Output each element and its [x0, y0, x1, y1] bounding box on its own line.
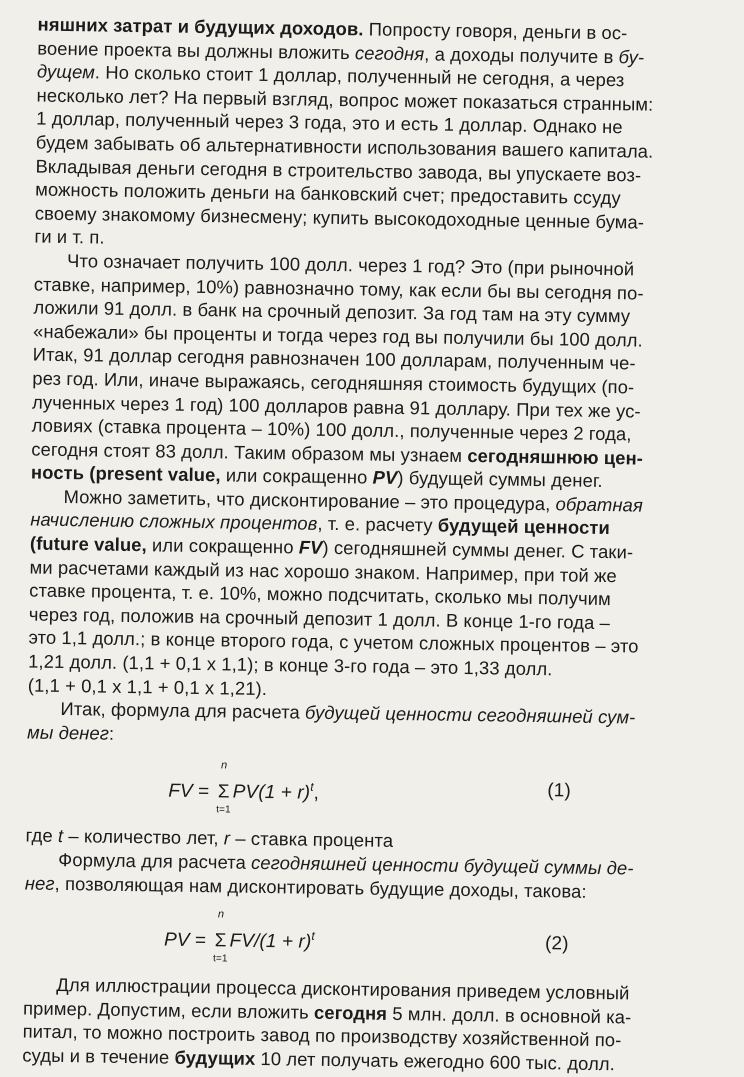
text-segment: , т. е. расчету [317, 513, 438, 536]
text-segment: сегодня стоят 83 долл. Таким образом мы узнаем [31, 438, 467, 465]
text-segment: (1,1 + 0,1 x 1,1 + 0,1 x 1,21). [28, 674, 268, 699]
text-segment: 5 млн. долл. в основной ка- [387, 1003, 632, 1028]
text-segment: несколько лет? На первый взгляд, вопрос может показаться странным: [36, 84, 653, 114]
sum-upper-limit: n [212, 908, 230, 920]
sum-operator [211, 929, 229, 953]
formula-future-value [26, 744, 713, 840]
text-segment: Можно заметить, что дисконтирование – это процедура, [63, 486, 555, 514]
formula-equals: = [193, 781, 215, 802]
text-segment: мы денег [27, 721, 109, 743]
text-segment: Вкладывая деньги сегодня в строительство завода, вы упускаете воз- [35, 155, 641, 185]
text-segment: или сокращенно [147, 534, 299, 557]
text-segment: Что означает получить 100 долл. через 1 год? Это (при рыночной [67, 250, 634, 279]
text-segment: ) будущей суммы денег. [397, 467, 603, 491]
text-segment: питал, то можно построить завод по производству хозяйственной по- [23, 1021, 622, 1051]
text-segment: Попросту говоря, деньги в ос- [363, 18, 627, 43]
paragraph [34, 13, 723, 259]
formula-body: FV/(1 + r) [229, 931, 311, 953]
formula-tail: , [313, 783, 319, 804]
text-segment: ми расчетами каждый из нас хорошо знаком. Например, при той же [29, 556, 617, 586]
formula-number: (1) [547, 780, 571, 804]
text-segment: суды и в течение [22, 1044, 175, 1067]
paragraph [22, 973, 709, 1077]
text-segment: ложили 91 долл. в банк на срочный депозит. За год там на эту сумму [33, 297, 630, 327]
text-segment: сегодня [355, 42, 425, 64]
text-segment: сегодня [314, 1002, 387, 1024]
text-segment: t [58, 825, 64, 846]
text-segment: – количество лет, [63, 825, 224, 848]
formula-present-value [24, 895, 711, 983]
formula-equals: = [189, 930, 211, 951]
text-segment: «набежали» бы проценты и тогда через год вы получили бы 100 долл. [33, 320, 643, 350]
text-segment: PV [372, 467, 397, 488]
text-segment: – ставка процента [230, 828, 393, 851]
text-segment: , позволяющая нам дисконтировать будущие доходы, такова: [54, 873, 586, 902]
text-segment: будем забывать об альтернативности использования вашего капитала. [36, 132, 654, 162]
formula-number: (2) [545, 932, 569, 956]
paragraph [31, 248, 720, 494]
text-segment: бу- [618, 46, 644, 67]
text-segment: Для иллюстрации процесса дисконтирования приведем условный [56, 974, 629, 1004]
formula-lhs: FV [168, 781, 193, 802]
text-segment: начислению сложных процентов [30, 509, 317, 534]
text-segment: : [109, 723, 115, 744]
text-segment: это 1,1 долл.; в конце второго года, с учетом сложных процентов – это [28, 627, 638, 657]
text-segment: ) сегодняшней суммы денег. С таки- [322, 537, 633, 563]
formula-expression [164, 923, 315, 955]
text-segment: FV [299, 537, 323, 558]
text-segment: Итак, формула для расчета [60, 698, 305, 723]
text-segment: сегодняшней ценности будущей суммы де- [251, 852, 634, 879]
text-segment: нег [25, 872, 55, 893]
sum-operator [215, 781, 233, 805]
formula-body: PV(1 + r) [233, 782, 311, 804]
text-segment: Итак, 91 доллар сегодня равнозначен 100 долларам, полученным че- [33, 344, 636, 374]
formula-exponent: t [310, 780, 314, 794]
sum-sign: Σ [214, 930, 226, 951]
paragraph [28, 484, 717, 706]
text-segment: дущем [37, 61, 95, 83]
text-segment: ги и т. п. [34, 226, 104, 248]
formula-lhs: PV [164, 930, 190, 951]
text-segment: няшних затрат и будущих доходов. [37, 14, 363, 40]
sum-sign: Σ [218, 782, 230, 803]
text-segment: пример. Допустим, если вложить [23, 997, 314, 1022]
text-segment: ставке процента, т. е. 10%, можно подсчитать, сколько мы получим [29, 580, 611, 610]
text-segment: обратная [555, 493, 643, 515]
text-segment: или сокращенно [220, 465, 372, 488]
text-segment: . Но сколько стоит 1 доллар, полученный не сегодня, а через [95, 62, 625, 91]
text-segment: лученных через 1 год) 100 долларов равна 91 доллару. При тех же ус- [32, 391, 641, 421]
text-segment: ставке, например, 10%) равнозначно тому, как если бы вы сегодня по- [34, 273, 644, 303]
text-segment: будущих [174, 1047, 255, 1069]
text-segment: воение проекта вы должны вложить [37, 37, 355, 63]
text-segment: r [224, 828, 231, 849]
text-segment: своему знакомому бизнесмену; купить высокодоходные ценные бума- [35, 202, 645, 232]
text-segment: ловиях (ставка процента – 10%) 100 долл., полученные через 2 года, [32, 415, 632, 445]
text-segment: 1,21 долл. (1,1 + 0,1 x 1,1); в конце 3-го года – это 1,33 долл. [28, 651, 553, 680]
text-segment: будущей ценности [438, 515, 610, 539]
text-segment: где [25, 825, 58, 846]
formula-expression [168, 774, 319, 806]
formula-exponent: t [311, 929, 315, 943]
text-segment: Формула для расчета [58, 849, 251, 873]
sum-upper-limit: n [215, 760, 233, 772]
text-segment: , а доходы получите в [424, 43, 619, 67]
sum-lower-limit: t=1 [208, 953, 232, 964]
text-segment: (future value, [30, 533, 147, 556]
text-segment: будущей ценности сегодняшней сум- [305, 702, 636, 728]
text-segment: через год, положив на срочный депозит 1 долл. В конце 1-го года – [29, 603, 610, 633]
text-segment: сегодняшнюю цен- [467, 445, 643, 469]
text-segment: рез год. Или, иначе выражаясь, сегодняшняя стоимость будущих (по- [32, 367, 634, 397]
text-segment: ность (present value, [31, 462, 221, 486]
text-segment: можность положить деньги на банковский счет; предоставить ссуду [35, 179, 621, 209]
text-segment: 10 лет получать ежегодно 600 тыс. долл. [255, 1048, 615, 1074]
sum-lower-limit: t=1 [211, 805, 235, 816]
text-segment: 1 доллар, полученный через 3 года, это и есть 1 доллар. Однако не [36, 108, 623, 138]
